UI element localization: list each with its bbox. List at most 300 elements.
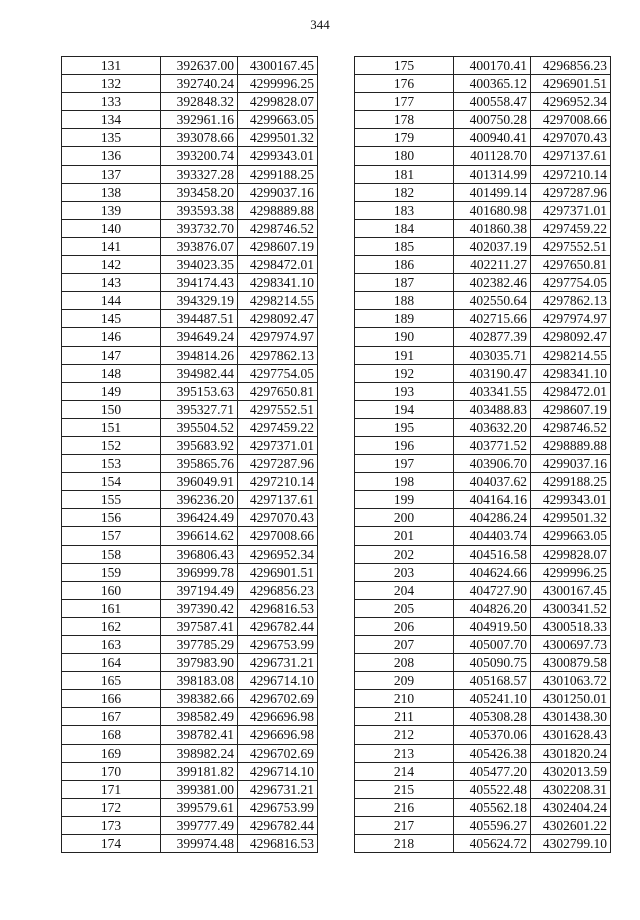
table-row	[355, 93, 611, 111]
table-row	[62, 708, 318, 726]
table-row	[62, 183, 318, 201]
point-number-cell: 131	[62, 57, 161, 75]
x-coordinate-cell: 394329.19	[161, 292, 238, 310]
x-coordinate-cell: 395683.92	[161, 436, 238, 454]
point-number-cell: 215	[355, 780, 454, 798]
x-coordinate-cell: 397983.90	[161, 654, 238, 672]
table-row	[355, 563, 611, 581]
x-coordinate-cell: 401499.14	[454, 183, 531, 201]
y-coordinate-cell: 4299828.07	[238, 93, 318, 111]
y-coordinate-cell: 4299996.25	[238, 75, 318, 93]
y-coordinate-cell: 4302799.10	[531, 835, 611, 853]
table-row	[62, 654, 318, 672]
y-coordinate-cell: 4297137.61	[238, 491, 318, 509]
table-row	[62, 57, 318, 75]
point-number-cell: 154	[62, 473, 161, 491]
point-number-cell: 146	[62, 328, 161, 346]
table-row	[355, 183, 611, 201]
x-coordinate-cell: 400170.41	[454, 57, 531, 75]
point-number-cell: 211	[355, 708, 454, 726]
table-row	[355, 111, 611, 129]
point-number-cell: 161	[62, 599, 161, 617]
table-row	[355, 310, 611, 328]
point-number-cell: 134	[62, 111, 161, 129]
point-number-cell: 149	[62, 382, 161, 400]
table-row	[62, 418, 318, 436]
x-coordinate-cell: 405522.48	[454, 780, 531, 798]
table-row	[355, 256, 611, 274]
point-number-cell: 207	[355, 636, 454, 654]
y-coordinate-cell: 4297371.01	[238, 436, 318, 454]
table-row	[62, 292, 318, 310]
table-row	[62, 237, 318, 255]
point-number-cell: 137	[62, 165, 161, 183]
point-number-cell: 140	[62, 219, 161, 237]
x-coordinate-cell: 403190.47	[454, 364, 531, 382]
y-coordinate-cell: 4296753.99	[238, 636, 318, 654]
y-coordinate-cell: 4300518.33	[531, 617, 611, 635]
y-coordinate-cell: 4297552.51	[531, 237, 611, 255]
y-coordinate-cell: 4298746.52	[238, 219, 318, 237]
x-coordinate-cell: 404164.16	[454, 491, 531, 509]
y-coordinate-cell: 4296731.21	[238, 654, 318, 672]
y-coordinate-cell: 4296856.23	[238, 581, 318, 599]
y-coordinate-cell: 4298092.47	[238, 310, 318, 328]
x-coordinate-cell: 398183.08	[161, 672, 238, 690]
y-coordinate-cell: 4297210.14	[531, 165, 611, 183]
point-number-cell: 218	[355, 835, 454, 853]
table-row	[355, 690, 611, 708]
point-number-cell: 153	[62, 455, 161, 473]
table-row	[355, 129, 611, 147]
y-coordinate-cell: 4301820.24	[531, 744, 611, 762]
x-coordinate-cell: 400940.41	[454, 129, 531, 147]
x-coordinate-cell: 392637.00	[161, 57, 238, 75]
table-row	[355, 165, 611, 183]
table-row	[62, 636, 318, 654]
y-coordinate-cell: 4299501.32	[238, 129, 318, 147]
point-number-cell: 147	[62, 346, 161, 364]
point-number-cell: 189	[355, 310, 454, 328]
point-number-cell: 181	[355, 165, 454, 183]
table-row	[62, 744, 318, 762]
x-coordinate-cell: 393876.07	[161, 237, 238, 255]
y-coordinate-cell: 4298472.01	[238, 256, 318, 274]
point-number-cell: 133	[62, 93, 161, 111]
point-number-cell: 209	[355, 672, 454, 690]
y-coordinate-cell: 4298889.88	[531, 436, 611, 454]
y-coordinate-cell: 4297974.97	[238, 328, 318, 346]
x-coordinate-cell: 402382.46	[454, 274, 531, 292]
table-row	[62, 563, 318, 581]
table-row	[355, 780, 611, 798]
table-row	[355, 75, 611, 93]
point-number-cell: 193	[355, 382, 454, 400]
point-number-cell: 174	[62, 835, 161, 853]
point-number-cell: 201	[355, 527, 454, 545]
point-number-cell: 155	[62, 491, 161, 509]
y-coordinate-cell: 4299037.16	[238, 183, 318, 201]
y-coordinate-cell: 4296952.34	[238, 545, 318, 563]
x-coordinate-cell: 397390.42	[161, 599, 238, 617]
x-coordinate-cell: 393078.66	[161, 129, 238, 147]
y-coordinate-cell: 4296901.51	[531, 75, 611, 93]
point-number-cell: 199	[355, 491, 454, 509]
x-coordinate-cell: 396236.20	[161, 491, 238, 509]
point-number-cell: 143	[62, 274, 161, 292]
table-row	[355, 364, 611, 382]
point-number-cell: 173	[62, 816, 161, 834]
point-number-cell: 144	[62, 292, 161, 310]
y-coordinate-cell: 4297287.96	[531, 183, 611, 201]
point-number-cell: 216	[355, 798, 454, 816]
point-number-cell: 196	[355, 436, 454, 454]
point-number-cell: 177	[355, 93, 454, 111]
point-number-cell: 151	[62, 418, 161, 436]
table-row	[355, 237, 611, 255]
x-coordinate-cell: 401128.70	[454, 147, 531, 165]
x-coordinate-cell: 405241.10	[454, 690, 531, 708]
y-coordinate-cell: 4296714.10	[238, 672, 318, 690]
y-coordinate-cell: 4297008.66	[531, 111, 611, 129]
table-row	[355, 726, 611, 744]
y-coordinate-cell: 4297070.43	[238, 509, 318, 527]
point-number-cell: 200	[355, 509, 454, 527]
point-number-cell: 206	[355, 617, 454, 635]
table-row	[62, 400, 318, 418]
y-coordinate-cell: 4297650.81	[531, 256, 611, 274]
table-row	[62, 762, 318, 780]
x-coordinate-cell: 394982.44	[161, 364, 238, 382]
x-coordinate-cell: 403341.55	[454, 382, 531, 400]
point-number-cell: 160	[62, 581, 161, 599]
y-coordinate-cell: 4297754.05	[238, 364, 318, 382]
table-row	[62, 129, 318, 147]
point-number-cell: 184	[355, 219, 454, 237]
table-row	[355, 382, 611, 400]
x-coordinate-cell: 395153.63	[161, 382, 238, 400]
table-row	[355, 527, 611, 545]
table-row	[355, 816, 611, 834]
y-coordinate-cell: 4299188.25	[238, 165, 318, 183]
point-number-cell: 197	[355, 455, 454, 473]
x-coordinate-cell: 398382.66	[161, 690, 238, 708]
table-row	[355, 672, 611, 690]
point-number-cell: 138	[62, 183, 161, 201]
table-row	[355, 509, 611, 527]
y-coordinate-cell: 4300167.45	[531, 581, 611, 599]
point-number-cell: 188	[355, 292, 454, 310]
y-coordinate-cell: 4296816.53	[238, 835, 318, 853]
x-coordinate-cell: 394174.43	[161, 274, 238, 292]
table-row	[355, 798, 611, 816]
point-number-cell: 139	[62, 201, 161, 219]
y-coordinate-cell: 4299663.05	[238, 111, 318, 129]
table-row	[62, 364, 318, 382]
x-coordinate-cell: 398582.49	[161, 708, 238, 726]
x-coordinate-cell: 404516.58	[454, 545, 531, 563]
point-number-cell: 141	[62, 237, 161, 255]
y-coordinate-cell: 4298889.88	[238, 201, 318, 219]
y-coordinate-cell: 4296696.98	[238, 726, 318, 744]
table-row	[62, 165, 318, 183]
point-number-cell: 150	[62, 400, 161, 418]
y-coordinate-cell: 4298472.01	[531, 382, 611, 400]
x-coordinate-cell: 393732.70	[161, 219, 238, 237]
point-number-cell: 187	[355, 274, 454, 292]
point-number-cell: 210	[355, 690, 454, 708]
y-coordinate-cell: 4300697.73	[531, 636, 611, 654]
table-row	[62, 672, 318, 690]
x-coordinate-cell: 402211.27	[454, 256, 531, 274]
table-row	[62, 436, 318, 454]
x-coordinate-cell: 398782.41	[161, 726, 238, 744]
y-coordinate-cell: 4297459.22	[531, 219, 611, 237]
x-coordinate-cell: 404826.20	[454, 599, 531, 617]
x-coordinate-cell: 405624.72	[454, 835, 531, 853]
y-coordinate-cell: 4299828.07	[531, 545, 611, 563]
x-coordinate-cell: 394649.24	[161, 328, 238, 346]
table-row	[62, 219, 318, 237]
y-coordinate-cell: 4297137.61	[531, 147, 611, 165]
x-coordinate-cell: 393458.20	[161, 183, 238, 201]
x-coordinate-cell: 399181.82	[161, 762, 238, 780]
point-number-cell: 212	[355, 726, 454, 744]
y-coordinate-cell: 4299343.01	[531, 491, 611, 509]
y-coordinate-cell: 4298214.55	[531, 346, 611, 364]
x-coordinate-cell: 401314.99	[454, 165, 531, 183]
x-coordinate-cell: 393327.28	[161, 165, 238, 183]
point-number-cell: 152	[62, 436, 161, 454]
x-coordinate-cell: 395865.76	[161, 455, 238, 473]
y-coordinate-cell: 4297974.97	[531, 310, 611, 328]
x-coordinate-cell: 393593.38	[161, 201, 238, 219]
point-number-cell: 167	[62, 708, 161, 726]
x-coordinate-cell: 403906.70	[454, 455, 531, 473]
point-number-cell: 203	[355, 563, 454, 581]
table-row	[62, 690, 318, 708]
y-coordinate-cell: 4297862.13	[238, 346, 318, 364]
table-row	[62, 780, 318, 798]
y-coordinate-cell: 4301063.72	[531, 672, 611, 690]
y-coordinate-cell: 4302013.59	[531, 762, 611, 780]
point-number-cell: 164	[62, 654, 161, 672]
coordinates-table-right	[354, 56, 611, 853]
table-row	[62, 274, 318, 292]
y-coordinate-cell: 4301438.30	[531, 708, 611, 726]
x-coordinate-cell: 396999.78	[161, 563, 238, 581]
table-row	[62, 382, 318, 400]
y-coordinate-cell: 4297210.14	[238, 473, 318, 491]
point-number-cell: 163	[62, 636, 161, 654]
table-row	[62, 201, 318, 219]
x-coordinate-cell: 404727.90	[454, 581, 531, 599]
x-coordinate-cell: 396806.43	[161, 545, 238, 563]
table-row	[62, 835, 318, 853]
y-coordinate-cell: 4296702.69	[238, 744, 318, 762]
y-coordinate-cell: 4296782.44	[238, 816, 318, 834]
table-row	[355, 654, 611, 672]
y-coordinate-cell: 4298092.47	[531, 328, 611, 346]
x-coordinate-cell: 399777.49	[161, 816, 238, 834]
x-coordinate-cell: 405596.27	[454, 816, 531, 834]
point-number-cell: 175	[355, 57, 454, 75]
point-number-cell: 145	[62, 310, 161, 328]
table-row	[62, 147, 318, 165]
y-coordinate-cell: 4299996.25	[531, 563, 611, 581]
x-coordinate-cell: 395327.71	[161, 400, 238, 418]
point-number-cell: 205	[355, 599, 454, 617]
x-coordinate-cell: 393200.74	[161, 147, 238, 165]
table-row	[62, 545, 318, 563]
point-number-cell: 172	[62, 798, 161, 816]
y-coordinate-cell: 4296856.23	[531, 57, 611, 75]
y-coordinate-cell: 4296702.69	[238, 690, 318, 708]
table-row	[355, 762, 611, 780]
x-coordinate-cell: 395504.52	[161, 418, 238, 436]
x-coordinate-cell: 394814.26	[161, 346, 238, 364]
point-number-cell: 213	[355, 744, 454, 762]
table-row	[355, 219, 611, 237]
x-coordinate-cell: 399974.48	[161, 835, 238, 853]
table-row	[62, 455, 318, 473]
table-row	[355, 473, 611, 491]
table-row	[355, 147, 611, 165]
table-row	[355, 418, 611, 436]
y-coordinate-cell: 4299188.25	[531, 473, 611, 491]
point-number-cell: 198	[355, 473, 454, 491]
point-number-cell: 148	[62, 364, 161, 382]
point-number-cell: 195	[355, 418, 454, 436]
table-row	[62, 599, 318, 617]
point-number-cell: 194	[355, 400, 454, 418]
x-coordinate-cell: 400750.28	[454, 111, 531, 129]
x-coordinate-cell: 394023.35	[161, 256, 238, 274]
table-row	[62, 816, 318, 834]
x-coordinate-cell: 392740.24	[161, 75, 238, 93]
point-number-cell: 217	[355, 816, 454, 834]
y-coordinate-cell: 4302601.22	[531, 816, 611, 834]
x-coordinate-cell: 403771.52	[454, 436, 531, 454]
page-number: 344	[310, 17, 330, 32]
point-number-cell: 182	[355, 183, 454, 201]
x-coordinate-cell: 402037.19	[454, 237, 531, 255]
y-coordinate-cell: 4300879.58	[531, 654, 611, 672]
x-coordinate-cell: 405477.20	[454, 762, 531, 780]
table-row	[355, 599, 611, 617]
table-row	[62, 581, 318, 599]
table-row	[355, 636, 611, 654]
y-coordinate-cell: 4296714.10	[238, 762, 318, 780]
x-coordinate-cell: 398982.24	[161, 744, 238, 762]
coordinates-table-left	[61, 56, 318, 853]
y-coordinate-cell: 4299037.16	[531, 455, 611, 473]
point-number-cell: 190	[355, 328, 454, 346]
y-coordinate-cell: 4301250.01	[531, 690, 611, 708]
x-coordinate-cell: 404403.74	[454, 527, 531, 545]
table-row	[355, 201, 611, 219]
y-coordinate-cell: 4297754.05	[531, 274, 611, 292]
y-coordinate-cell: 4300167.45	[238, 57, 318, 75]
y-coordinate-cell: 4299343.01	[238, 147, 318, 165]
x-coordinate-cell: 392848.32	[161, 93, 238, 111]
y-coordinate-cell: 4297008.66	[238, 527, 318, 545]
x-coordinate-cell: 396049.91	[161, 473, 238, 491]
x-coordinate-cell: 402877.39	[454, 328, 531, 346]
x-coordinate-cell: 400365.12	[454, 75, 531, 93]
table-row	[62, 726, 318, 744]
x-coordinate-cell: 397194.49	[161, 581, 238, 599]
y-coordinate-cell: 4298607.19	[238, 237, 318, 255]
point-number-cell: 214	[355, 762, 454, 780]
table-row	[355, 545, 611, 563]
y-coordinate-cell: 4297862.13	[531, 292, 611, 310]
point-number-cell: 171	[62, 780, 161, 798]
table-row	[355, 400, 611, 418]
point-number-cell: 156	[62, 509, 161, 527]
y-coordinate-cell: 4299663.05	[531, 527, 611, 545]
point-number-cell: 158	[62, 545, 161, 563]
table-row	[355, 835, 611, 853]
point-number-cell: 169	[62, 744, 161, 762]
y-coordinate-cell: 4296952.34	[531, 93, 611, 111]
table-row	[62, 328, 318, 346]
x-coordinate-cell: 403632.20	[454, 418, 531, 436]
y-coordinate-cell: 4298341.10	[531, 364, 611, 382]
x-coordinate-cell: 392961.16	[161, 111, 238, 129]
point-number-cell: 186	[355, 256, 454, 274]
x-coordinate-cell: 396614.62	[161, 527, 238, 545]
table-row	[355, 581, 611, 599]
y-coordinate-cell: 4302208.31	[531, 780, 611, 798]
y-coordinate-cell: 4297650.81	[238, 382, 318, 400]
y-coordinate-cell: 4301628.43	[531, 726, 611, 744]
y-coordinate-cell: 4300341.52	[531, 599, 611, 617]
x-coordinate-cell: 405168.57	[454, 672, 531, 690]
x-coordinate-cell: 405426.38	[454, 744, 531, 762]
point-number-cell: 165	[62, 672, 161, 690]
table-row	[355, 708, 611, 726]
table-row	[62, 346, 318, 364]
point-number-cell: 179	[355, 129, 454, 147]
table-row	[62, 256, 318, 274]
point-number-cell: 136	[62, 147, 161, 165]
table-row	[355, 328, 611, 346]
point-number-cell: 132	[62, 75, 161, 93]
x-coordinate-cell: 394487.51	[161, 310, 238, 328]
point-number-cell: 178	[355, 111, 454, 129]
y-coordinate-cell: 4299501.32	[531, 509, 611, 527]
point-number-cell: 159	[62, 563, 161, 581]
table-row	[62, 798, 318, 816]
point-number-cell: 166	[62, 690, 161, 708]
y-coordinate-cell: 4297371.01	[531, 201, 611, 219]
y-coordinate-cell: 4296753.99	[238, 798, 318, 816]
y-coordinate-cell: 4296816.53	[238, 599, 318, 617]
point-number-cell: 157	[62, 527, 161, 545]
y-coordinate-cell: 4298746.52	[531, 418, 611, 436]
x-coordinate-cell: 402715.66	[454, 310, 531, 328]
y-coordinate-cell: 4298341.10	[238, 274, 318, 292]
y-coordinate-cell: 4297552.51	[238, 400, 318, 418]
x-coordinate-cell: 404286.24	[454, 509, 531, 527]
x-coordinate-cell: 405562.18	[454, 798, 531, 816]
table-row	[62, 509, 318, 527]
table-row	[355, 617, 611, 635]
table-row	[62, 310, 318, 328]
x-coordinate-cell: 405370.06	[454, 726, 531, 744]
y-coordinate-cell: 4297070.43	[531, 129, 611, 147]
